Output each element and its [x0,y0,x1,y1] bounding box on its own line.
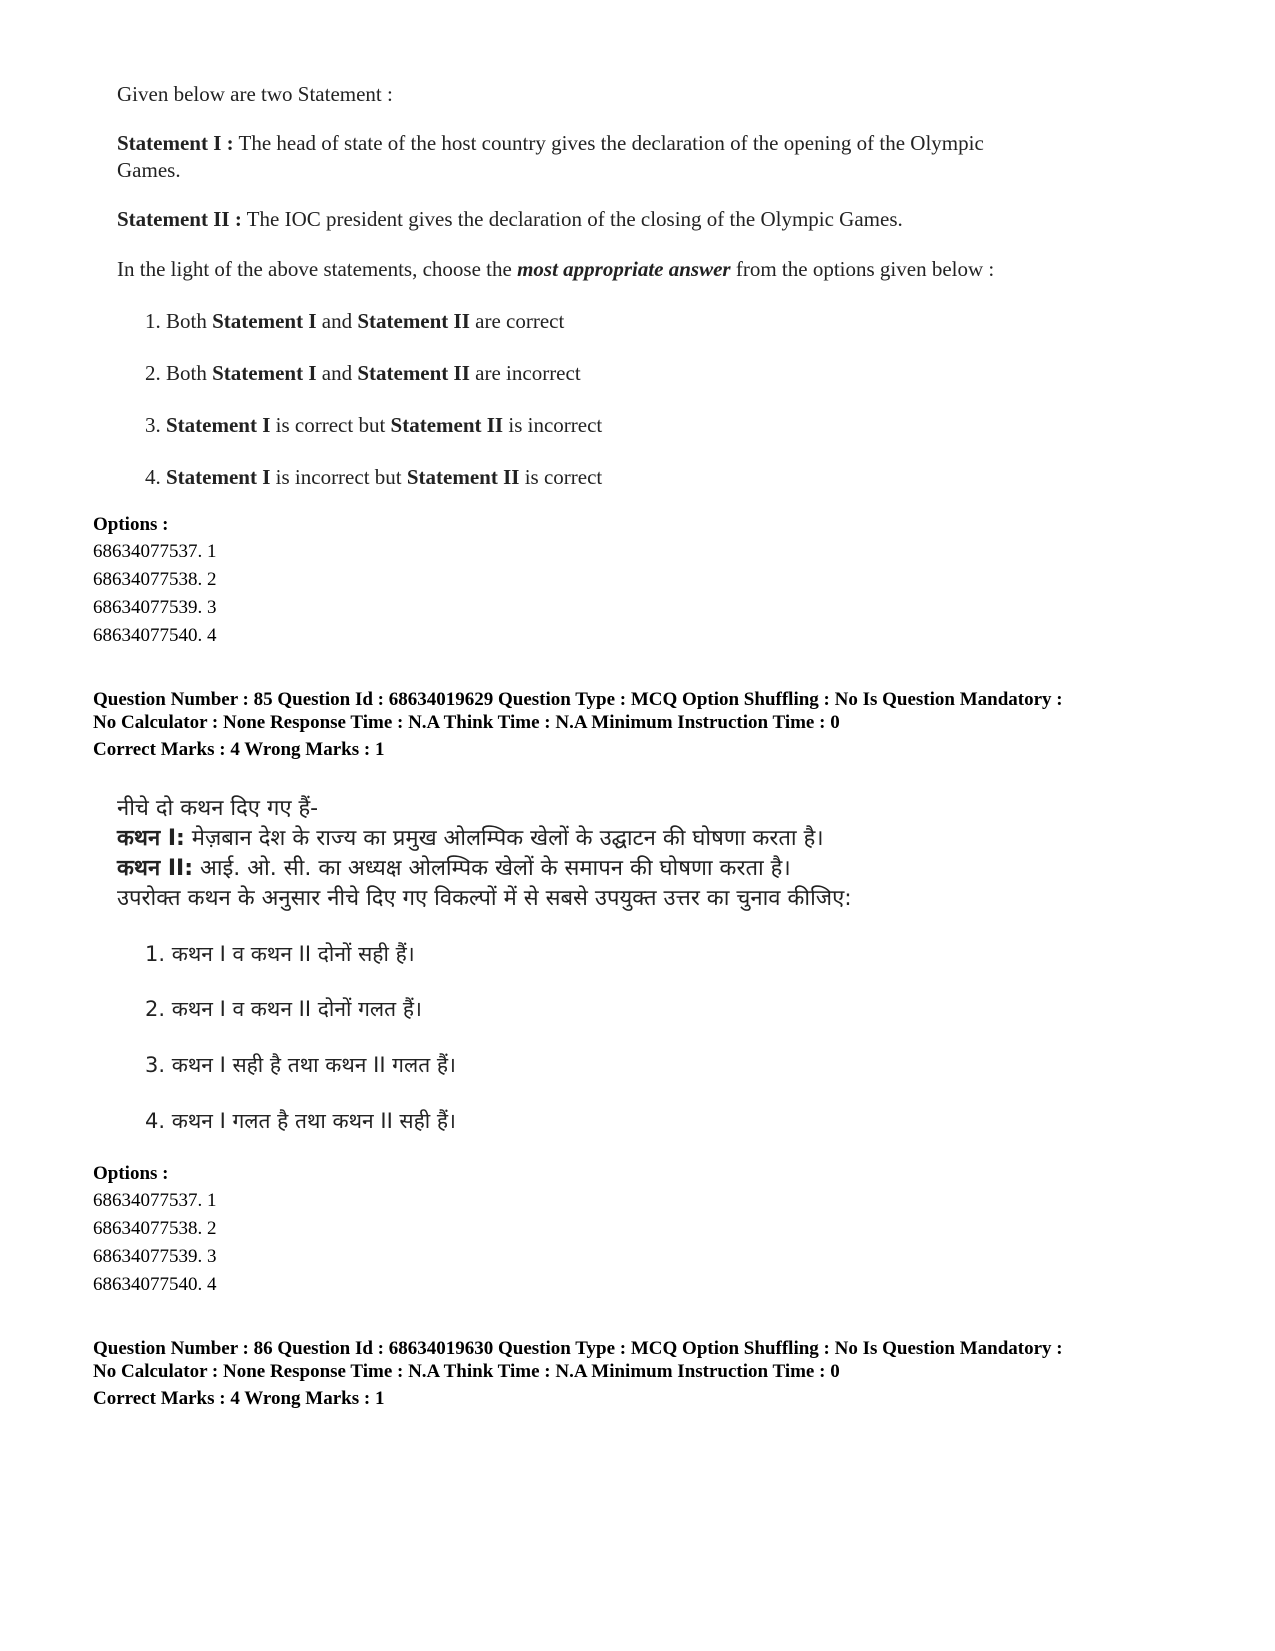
choice-text: are correct [469,309,565,333]
q84-choice-4 [145,465,602,490]
q85-option-2: 68634077538. 2 [93,1218,217,1239]
q85-statement-2-text: आई. ओ. सी. का अध्यक्ष ओलम्पिक खेलों के समापन की घोषणा करता है। [193,856,791,881]
q86-meta-line-2: No Calculator : None Response Time : N.A Think Time : N.A Minimum Instruction Time : 0 [93,1361,840,1382]
choice-bold: Statement I [166,413,271,437]
q84-choice-3 [145,413,602,438]
q84-prompt-emphasis: most appropriate answer [517,257,731,281]
choice-bold: Statement II [390,413,504,437]
q84-statement-1 [117,131,984,156]
q85-option-4: 68634077540. 4 [93,1274,217,1295]
q84-choice-2 [145,361,581,386]
q85-meta-line-1: Question Number : 85 Question Id : 68634019629 Question Type : MCQ Option Shuffling : No Is Question Mandatory : [93,689,1063,710]
q85-statement-1-label: कथन I: [117,826,185,851]
q85-option-3: 68634077539. 3 [93,1246,217,1267]
q84-statement-1-label: Statement I : [117,131,234,155]
q85-meta-line-2: No Calculator : None Response Time : N.A Think Time : N.A Minimum Instruction Time : 0 [93,712,840,733]
q85-options-label: Options : [93,1163,169,1184]
q85-choice-2: 2. कथन I व कथन II दोनों गलत हैं। [145,997,422,1021]
q85-statement-2 [117,852,791,882]
choice-num: 1. [145,309,161,333]
q84-prompt [117,257,994,282]
choice-text: is incorrect but [270,465,407,489]
q84-prompt-a: In the light of the above statements, choose the [117,257,518,281]
q85-choice-1: 1. कथन I व कथन II दोनों सही हैं। [145,942,415,966]
choice-bold: Statement II [357,361,470,385]
q85-marks: Correct Marks : 4 Wrong Marks : 1 [93,739,385,760]
choice-bold: Statement I [212,361,317,385]
choice-bold: Statement I [212,309,317,333]
q84-option-3: 68634077539. 3 [93,597,217,618]
choice-bold: Statement II [357,309,470,333]
choice-num: 3. [145,413,161,437]
q85-prompt: उपरोक्त कथन के अनुसार नीचे दिए गए विकल्पों में से सबसे उपयुक्त उत्तर का चुनाव कीजिए: [117,886,852,911]
q85-statement-1-text: मेज़बान देश के राज्य का प्रमुख ओलम्पिक खेलों के उद्घाटन की घोषणा करता है। [184,826,824,851]
q84-option-1: 68634077537. 1 [93,541,217,562]
q84-intro: Given below are two Statement : [117,82,393,106]
q85-statement-1 [117,822,824,852]
q84-statement-2-text: The IOC president gives the declaration of the closing of the Olympic Games. [241,207,903,231]
choice-text: and [316,361,358,385]
q84-prompt-b: from the options given below : [730,257,995,281]
q85-option-1: 68634077537. 1 [93,1190,217,1211]
choice-text: Both [160,309,213,333]
q84-statement-1-text: The head of state of the host country gives the declaration of the opening of the Olympic [233,131,984,155]
q86-meta-line-1: Question Number : 86 Question Id : 68634019630 Question Type : MCQ Option Shuffling : No Is Question Mandatory : [93,1338,1063,1359]
q85-intro: नीचे दो कथन दिए गए हैं- [117,796,319,821]
q86-marks: Correct Marks : 4 Wrong Marks : 1 [93,1388,385,1409]
q85-choice-4: 4. कथन I गलत है तथा कथन II सही हैं। [145,1109,457,1133]
q84-options-label: Options : [93,514,169,535]
choice-text: is correct [519,465,603,489]
choice-num: 2. [145,361,161,385]
choice-text: Both [160,361,213,385]
q84-option-2: 68634077538. 2 [93,569,217,590]
q84-choice-1 [145,309,564,334]
choice-bold: Statement II [406,465,520,489]
q84-statement-2-label: Statement II : [117,207,242,231]
choice-text: are incorrect [469,361,581,385]
choice-num: 4. [145,465,161,489]
choice-text: and [316,309,358,333]
q84-statement-1-cont: Games. [117,158,181,182]
choice-text: is incorrect [503,413,603,437]
choice-bold: Statement I [166,465,271,489]
q85-choice-3: 3. कथन I सही है तथा कथन II गलत हैं। [145,1053,457,1077]
choice-text: is correct but [270,413,391,437]
q84-option-4: 68634077540. 4 [93,625,217,646]
q85-statement-2-label: कथन II: [117,856,193,881]
q84-statement-2 [117,207,903,232]
